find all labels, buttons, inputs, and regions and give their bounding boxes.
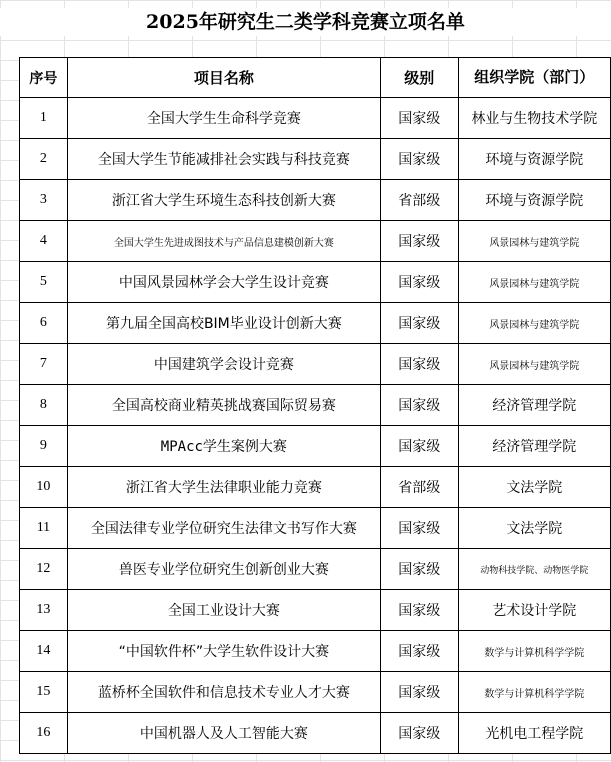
cell-project-name: 全国高校商业精英挑战赛国际贸易赛: [67, 385, 380, 426]
cell-project-name: 浙江省大学生法律职业能力竞赛: [67, 467, 380, 508]
cell-project-name: 全国工业设计大赛: [67, 590, 380, 631]
header-level: 级别: [380, 58, 458, 98]
cell-serial-number: 11: [20, 508, 68, 549]
cell-level: 国家级: [380, 262, 458, 303]
header-serial-number: 序号: [20, 58, 68, 98]
cell-project-name: MPAcc学生案例大赛: [67, 426, 380, 467]
table-row: [20, 303, 611, 344]
cell-project-name: 全国法律专业学位研究生法律文书写作大赛: [67, 508, 380, 549]
cell-level: 国家级: [380, 672, 458, 713]
cell-project-name: 全国大学生先进成图技术与产品信息建模创新大赛: [67, 221, 380, 262]
cell-level: 国家级: [380, 508, 458, 549]
cell-serial-number: 13: [20, 590, 68, 631]
cell-serial-number: 7: [20, 344, 68, 385]
cell-level: 国家级: [380, 426, 458, 467]
cell-organizing-college: 环境与资源学院: [458, 180, 610, 221]
cell-organizing-college: 风景园林与建筑学院: [458, 221, 610, 262]
table-row: [20, 139, 611, 180]
cell-level: 国家级: [380, 590, 458, 631]
table-row: [20, 508, 611, 549]
cell-serial-number: 4: [20, 221, 68, 262]
cell-project-name: 浙江省大学生环境生态科技创新大赛: [67, 180, 380, 221]
table-row: [20, 549, 611, 590]
table-header-row: [20, 58, 611, 98]
cell-level: 国家级: [380, 139, 458, 180]
cell-serial-number: 3: [20, 180, 68, 221]
table-row: [20, 426, 611, 467]
cell-serial-number: 16: [20, 713, 68, 754]
cell-project-name: 中国风景园林学会大学生设计竞赛: [67, 262, 380, 303]
cell-level: 国家级: [380, 631, 458, 672]
table-row: [20, 262, 611, 303]
cell-organizing-college: 艺术设计学院: [458, 590, 610, 631]
table-row: [20, 467, 611, 508]
cell-level: 国家级: [380, 98, 458, 139]
cell-organizing-college: 经济管理学院: [458, 385, 610, 426]
cell-level: 国家级: [380, 221, 458, 262]
table-row: [20, 221, 611, 262]
cell-organizing-college: 林业与生物技术学院: [458, 98, 610, 139]
table-row: [20, 180, 611, 221]
header-organizing-college: 组织学院（部门）: [458, 58, 610, 98]
cell-serial-number: 2: [20, 139, 68, 180]
cell-serial-number: 5: [20, 262, 68, 303]
cell-organizing-college: 风景园林与建筑学院: [458, 344, 610, 385]
cell-organizing-college: 数学与计算机科学学院: [458, 672, 610, 713]
table-row: [20, 385, 611, 426]
cell-serial-number: 9: [20, 426, 68, 467]
cell-organizing-college: 文法学院: [458, 467, 610, 508]
cell-level: 省部级: [380, 467, 458, 508]
competition-table: [19, 57, 611, 754]
header-project-name: 项目名称: [67, 58, 380, 98]
cell-serial-number: 15: [20, 672, 68, 713]
cell-project-name: 兽医专业学位研究生创新创业大赛: [67, 549, 380, 590]
cell-serial-number: 6: [20, 303, 68, 344]
cell-project-name: “中国软件杯”大学生软件设计大赛: [67, 631, 380, 672]
cell-organizing-college: 文法学院: [458, 508, 610, 549]
cell-serial-number: 14: [20, 631, 68, 672]
cell-serial-number: 1: [20, 98, 68, 139]
cell-serial-number: 8: [20, 385, 68, 426]
cell-project-name: 全国大学生生命科学竞赛: [67, 98, 380, 139]
page-title: 2025年研究生二类学科竞赛立项名单: [0, 8, 611, 36]
cell-level: 国家级: [380, 549, 458, 590]
cell-project-name: 第九届全国高校BIM毕业设计创新大赛: [67, 303, 380, 344]
cell-organizing-college: 风景园林与建筑学院: [458, 262, 610, 303]
table-row: [20, 590, 611, 631]
cell-serial-number: 12: [20, 549, 68, 590]
cell-level: 国家级: [380, 385, 458, 426]
cell-project-name: 中国建筑学会设计竞赛: [67, 344, 380, 385]
cell-level: 省部级: [380, 180, 458, 221]
cell-project-name: 中国机器人及人工智能大赛: [67, 713, 380, 754]
cell-level: 国家级: [380, 344, 458, 385]
cell-organizing-college: 光机电工程学院: [458, 713, 610, 754]
cell-organizing-college: 数学与计算机科学学院: [458, 631, 610, 672]
cell-project-name: 蓝桥杯全国软件和信息技术专业人才大赛: [67, 672, 380, 713]
cell-organizing-college: 经济管理学院: [458, 426, 610, 467]
table-row: [20, 631, 611, 672]
table-row: [20, 713, 611, 754]
table-row: [20, 344, 611, 385]
cell-serial-number: 10: [20, 467, 68, 508]
cell-level: 国家级: [380, 303, 458, 344]
cell-organizing-college: 风景园林与建筑学院: [458, 303, 610, 344]
table-row: [20, 672, 611, 713]
cell-project-name: 全国大学生节能减排社会实践与科技竞赛: [67, 139, 380, 180]
cell-organizing-college: 环境与资源学院: [458, 139, 610, 180]
cell-level: 国家级: [380, 713, 458, 754]
cell-organizing-college: 动物科技学院、动物医学院: [458, 549, 610, 590]
table-row: [20, 98, 611, 139]
